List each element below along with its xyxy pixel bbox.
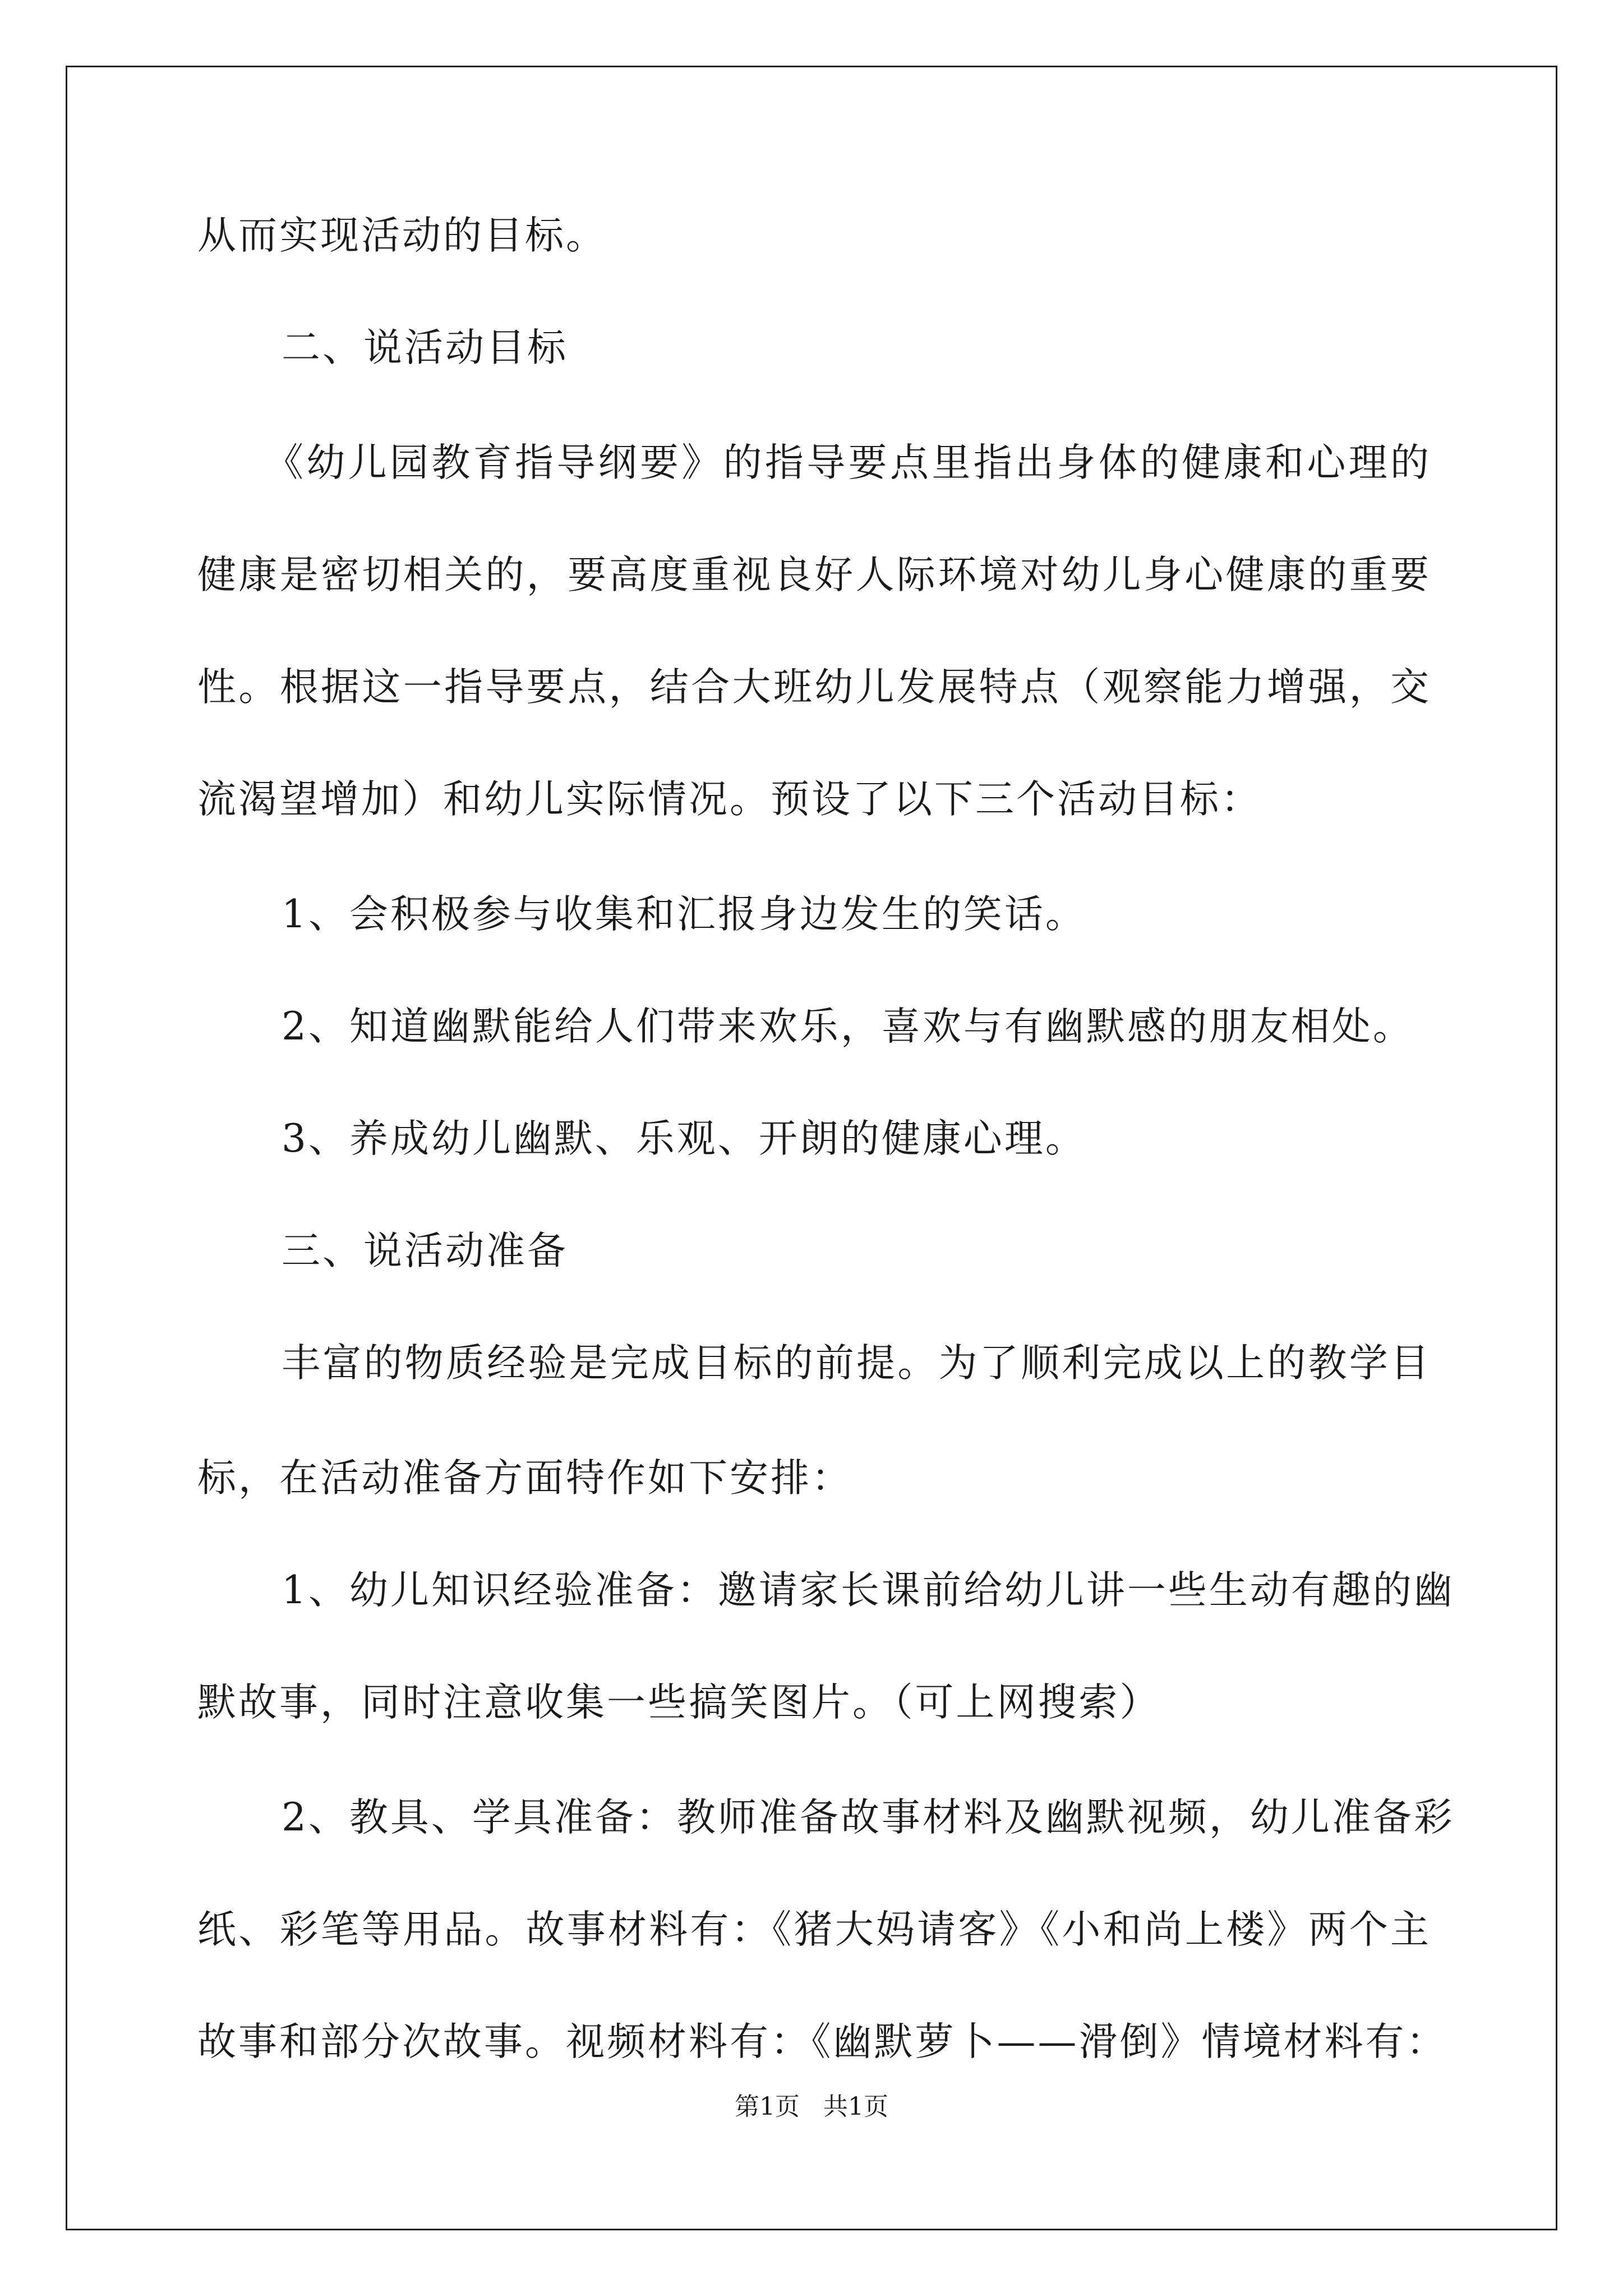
page-number-footer: 第1页 共1页 <box>735 2092 888 2121</box>
list-item: 1、会积极参与收集和汇报身边发生的笑话。 <box>282 892 1086 937</box>
paragraph-line: 性。根据这一指导要点，结合大班幼儿发展特点（观察能力增强，交 <box>197 665 1431 710</box>
list-item: 2、教具、学具准备：教师准备故事材料及幽默视频，幼儿准备彩 <box>282 1795 1455 1840</box>
paragraph-line: 纸、彩笔等用品。故事材料有：《猪大妈请客》《小和尚上楼》两个主 <box>197 1907 1431 1952</box>
list-item: 3、养成幼儿幽默、乐观、开朗的健康心理。 <box>282 1116 1086 1161</box>
paragraph-line: 标，在活动准备方面特作如下安排： <box>197 1456 852 1501</box>
paragraph-line: 丰富的物质经验是完成目标的前提。为了顺利完成以上的教学目 <box>282 1341 1431 1386</box>
paragraph-line: 从而实现活动的目标。 <box>197 213 607 258</box>
list-item: 2、知道幽默能给人们带来欢乐，喜欢与有幽默感的朋友相处。 <box>282 1004 1414 1049</box>
paragraph-line: 《幼儿园教育指导纲要》的指导要点里指出身体的健康和心理的 <box>265 440 1431 485</box>
paragraph-line: 故事和部分次故事。视频材料有：《幽默萝卜——滑倒》情境材料有： <box>197 2019 1447 2064</box>
section-heading: 二、说活动目标 <box>282 325 568 370</box>
paragraph-line: 默故事，同时注意收集一些搞笑图片。（可上网搜索） <box>197 1680 1161 1725</box>
list-item: 1、幼儿知识经验准备：邀请家长课前给幼儿讲一些生动有趣的幽 <box>282 1568 1455 1613</box>
paragraph-line: 流渴望增加）和幼儿实际情况。预设了以下三个活动目标： <box>197 777 1262 822</box>
paragraph-line: 健康是密切相关的，要高度重视良好人际环境对幼儿身心健康的重要 <box>197 553 1431 597</box>
section-heading: 三、说活动准备 <box>282 1228 568 1273</box>
